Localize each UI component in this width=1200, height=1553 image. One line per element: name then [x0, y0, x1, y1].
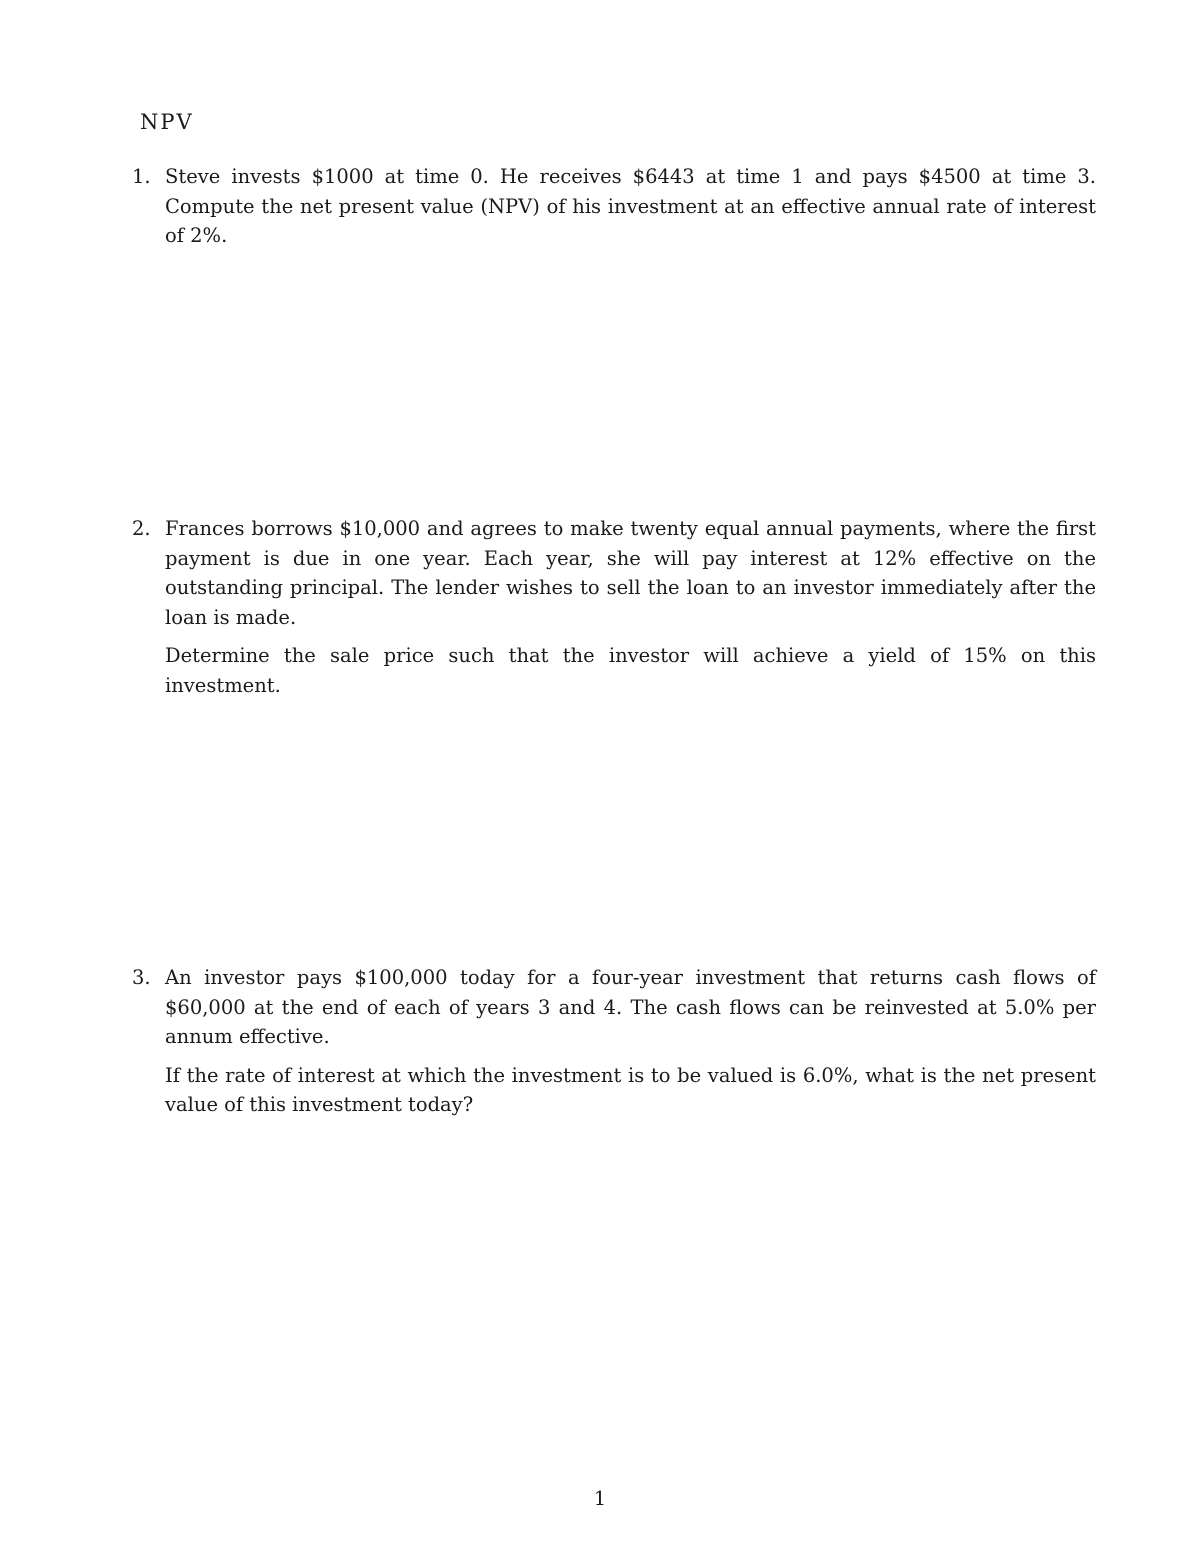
section-title: NPV — [140, 110, 194, 134]
problem-paragraph: Determine the sale price such that the investor will achieve a yield of 15% on this investment. — [165, 644, 1096, 697]
problem-1 — [132, 162, 1096, 251]
problem-number: 2. — [132, 517, 151, 540]
problem-number: 3. — [132, 966, 151, 989]
problem-body — [165, 514, 1096, 700]
problem-body — [165, 963, 1096, 1120]
problem-paragraph: An investor pays $100,000 today for a four-year investment that returns cash flows of $60,000 at the end of each of years 3 and 4. The cash flows can be reinvested at 5.0% per annum effective. — [165, 966, 1096, 1048]
problem-body — [165, 162, 1096, 251]
problem-paragraph: If the rate of interest at which the investment is to be valued is 6.0%, what is the net present value of this investment today? — [165, 1063, 1096, 1116]
problem-number: 1. — [132, 165, 151, 188]
page-number: 1 — [593, 1487, 607, 1510]
problem-3 — [132, 963, 1096, 1120]
problem-paragraph: Steve invests $1000 at time 0. He receives $6443 at time 1 and pays $4500 at time 3. Compute the net present value (NPV) of his investment at an effective annual rate of interest of 2%. — [165, 165, 1096, 247]
problem-paragraph: Frances borrows $10,000 and agrees to make twenty equal annual payments, where the first payment is due in one year. Each year, she will pay interest at 12% effective on the outstanding principal. The lender wishes to sell the loan to an investor immediately after the loan is made. — [165, 517, 1096, 629]
problem-2 — [132, 514, 1096, 700]
